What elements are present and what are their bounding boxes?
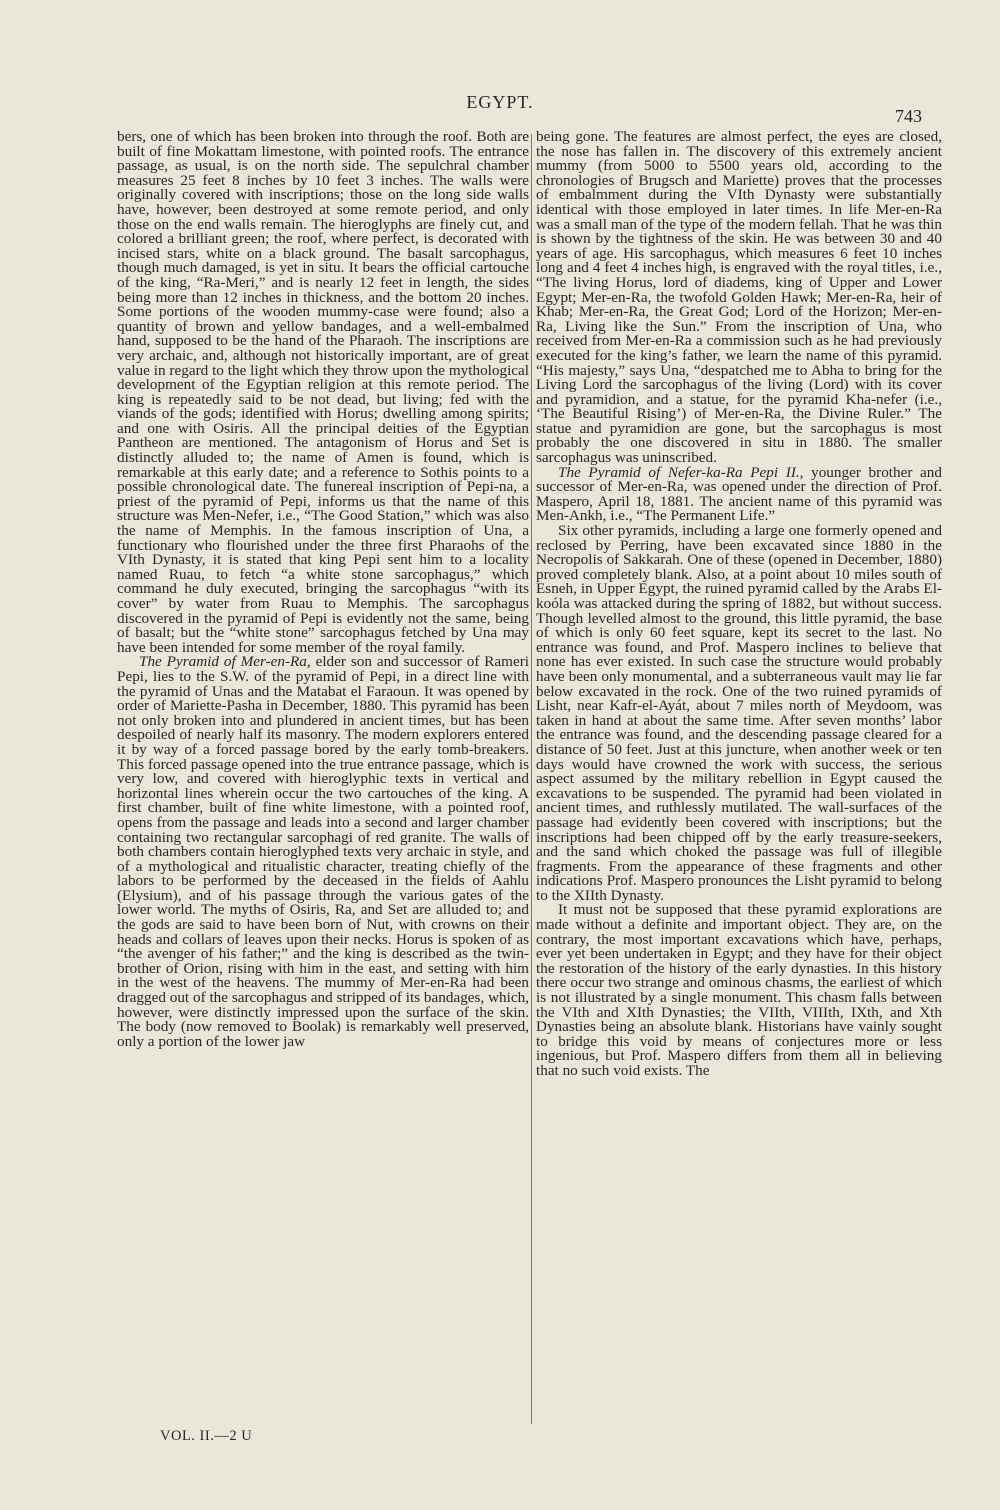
section-heading-mer-en-ra: The Pyramid of Mer-en-Ra, [139, 653, 311, 671]
right-paragraph-2 [536, 463, 942, 525]
section-heading-nefer-ka-ra: The Pyramid of Nefer-ka-Ra Pepi II., [558, 463, 804, 481]
right-column [536, 130, 942, 1079]
page-number: 743 [895, 106, 922, 126]
column-divider [531, 134, 532, 1424]
left-paragraph-2-text: elder son and successor of Rameri Pepi, lies to the S.W. of the pyramid of Pepi, in a direct line with the pyramid of Unas and the Matabat el Faraoun. It was opened by order of Mariette-Pasha in December, 1880. This pyramid has been not only broken into and plundered in ancient times, but has been despoiled of nearly half its masonry. The modern explorers entered it by way of a forced passage bored by the early tomb-breakers. This forced passage opened into the true entrance passage, which is very low, and covered with hieroglyphic texts in vertical and horizontal lines wherein occur the two cartouches of the king. A first chamber, built of fine white limestone, with a pointed roof, opens from the passage and leads into a second and larger chamber containing two rectangular sarcophagi of red granite. The walls of both chambers contain hieroglyphed texts very archaic in style, and of a mythological and ritualistic character, treating chiefly of the labors to be performed by the deceased in the fields of Aahlu (Elysium), and of his passage through the various gates of the lower world. The myths of Osiris, Ra, and Set are alluded to; and the gods are said to have been born of Nut, with crowns on their heads and collars of leaves upon their necks. Horus is spoken of as “the avenger of his father;” and the king is described as the twin-brother of Orion, rising with him in the east, and setting with him in the west of the heavens. The mummy of Mer-en-Ra had been dragged out of the sarcophagus and stripped of its bandages, which, however, were distinctly impressed upon the surface of the skin. The body (now removed to Boolak) is remarkably well preserved, only a portion of the lower jaw [117, 653, 529, 1050]
left-paragraph-1: bers, one of which has been broken into through the roof. Both are built of fine Mokattam limestone, with pointed roofs. The entrance passage, as usual, is on the north side. The sepulchral chamber measures 25 feet 8 inches by 10 feet 3 inches. The walls were originally covered with inscriptions; those on the long side walls have, however, been destroyed at some remote period, and only those on the end walls remain. The hieroglyphs are finely cut, and colored a brilliant green; the roof, where perfect, is decorated with incised stars, white on a black ground. The basalt sarcophagus, though much damaged, is yet in situ. It bears the official cartouche of the king, “Ra-Meri,” and is nearly 12 feet in length, the sides being more than 12 inches in thickness, and the bottom 20 inches. Some portions of the wooden mummy-case were found; also a quantity of brown and yellow bandages, and a well-embalmed hand, supposed to be the hand of the Pharaoh. The inscriptions are very archaic, and, although not historically important, are of great value in regard to the light which they throw upon the mythological development of the Egyptian religion at this remote period. The king is repeatedly said to be not dead, but living; fed with the viands of the gods; identified with Horus; dwelling among spirits; and one with Osiris. All the principal deities of the Egyptian Pantheon are mentioned. The antagonism of Horus and Set is distinctly alluded to; the name of Amen is found, which is remarkable at this early date; and a reference to Sothis points to a possible chronological date. The funereal inscription of Pepi-na, a priest of the pyramid of Pepi, informs us that the name of this structure was Men-Nefer, i.e., “The Good Station,” which was also the name of Memphis. In the famous inscription of Una, a functionary who flourished under the three first Pharaohs of the VIth Dynasty, it is stated that king Pepi sent him to a locality named Ruau, to fetch “a white stone sarcophagus,” which command he duly executed, bringing the sarcophagus “with its cover” by water from Ruau to Memphis. The sarcophagus discovered in the pyramid of Pepi is evidently not the same, being of basalt; but the “white stone” sarcophagus fetched by Una may have been intended for some member of the royal family. [117, 128, 529, 656]
right-paragraph-3: Six other pyramids, including a large one formerly opened and reclosed by Perring, have been excavated since 1880 in the Necropolis of Sakkarah. One of these (opened in December, 1880) proved completely blank. Also, at a point about 10 miles south of Esneh, in Upper Egypt, the ruined pyramid called by the Arabs El-koóla was attacked during the spring of 1882, but without success. Though levelled almost to the ground, this little pyramid, the base of which is only 60 feet square, kept its secret to the last. No entrance was found, and Prof. Maspero inclines to believe that none has ever existed. In such case the structure would probably have been only monumental, and a subterraneous vault may lie far below excavated in the rock. One of the two ruined pyramids of Lisht, near Kafr-el-Ayát, about 7 miles north of Meydoom, was taken in hand at about the same time. After seven months’ labor the entrance was found, and the descending passage cleared for a distance of 50 feet. Just at this juncture, when another week or ten days would have crowned the work with success, the serious aspect assumed by the military rebellion in Egypt caused the excavations to be suspended. The pyramid had been violated in ancient times, and ruthlessly mutilated. The wall-surfaces of the passage had evidently been covered with inscriptions; but the inscriptions had been chipped off by the early treasure-seekers, and the sand which choked the passage was full of illegible fragments. From the appearance of these fragments and other indications Prof. Maspero pronounces the Lisht pyramid to belong to the XIIth Dynasty. [536, 522, 942, 904]
running-head: EGYPT. [466, 92, 534, 112]
left-column [117, 130, 529, 1049]
right-paragraph-4: It must not be supposed that these pyramid explorations are made without a definite and important object. They are, on the contrary, the most important excavations which have, perhaps, ever yet been undertaken in Egypt; and they have for their object the restoration of the history of the early dynasties. In this history there occur two strange and ominous chasms, the earliest of which is not illustrated by a single monument. This chasm falls between the VIth and XIth Dynasties; the VIIth, VIIIth, IXth, and Xth Dynasties being an absolute blank. Historians have vainly sought to bridge this void by means of conjectures more or less ingenious, but Prof. Maspero differs from them all in believing that no such void exists. The [536, 901, 942, 1079]
signature-mark: VOL. II.—2 U [160, 1428, 253, 1444]
right-paragraph-2-text: younger brother and successor of Mer-en-Ra, was opened under the direction of Prof. Maspero, April 18, 1881. The ancient name of this pyramid was Men-Ankh, i.e., “The Permanent Life.” [536, 463, 942, 525]
left-paragraph-2 [117, 655, 529, 1049]
right-paragraph-1: being gone. The features are almost perfect, the eyes are closed, the nose has fallen in. The discovery of this extremely ancient mummy (from 5000 to 5500 years old, according to the chronologies of Brugsch and Mariette) proves that the processes of embalmment during the VIth Dynasty were substantially identical with those employed in later times. In life Mer-en-Ra was a small man of the type of the modern fellah. That he was thin is shown by the tightness of the skin. He was between 30 and 40 years of age. His sarcophagus, which measures 6 feet 10 inches long and 4 feet 4 inches high, is engraved with the royal titles, i.e., “The living Horus, lord of diadems, king of Upper and Lower Egypt; Mer-en-Ra, the twofold Golden Hawk; Mer-en-Ra, heir of Khab; Mer-en-Ra, the Great God; Lord of the Horizon; Mer-en-Ra, Living like the Sun.” From the inscription of Una, who received from Mer-en-Ra a commission such as he had previously executed for the king’s father, we learn the name of this pyramid. “His majesty,” says Una, “despatched me to Abha to bring for the Living Lord the sarcophagus of the living (Lord) with its cover and pyramidion, and a statue, for the pyramid Kha-nefer (i.e., ‘The Beautiful Rising’) of Mer-en-Ra, the Divine Ruler.” The statue and pyramidion are gone, but the sarcophagus is most probably the one discovered in situ in 1880. The smaller sarcophagus was uninscribed. [536, 128, 942, 467]
